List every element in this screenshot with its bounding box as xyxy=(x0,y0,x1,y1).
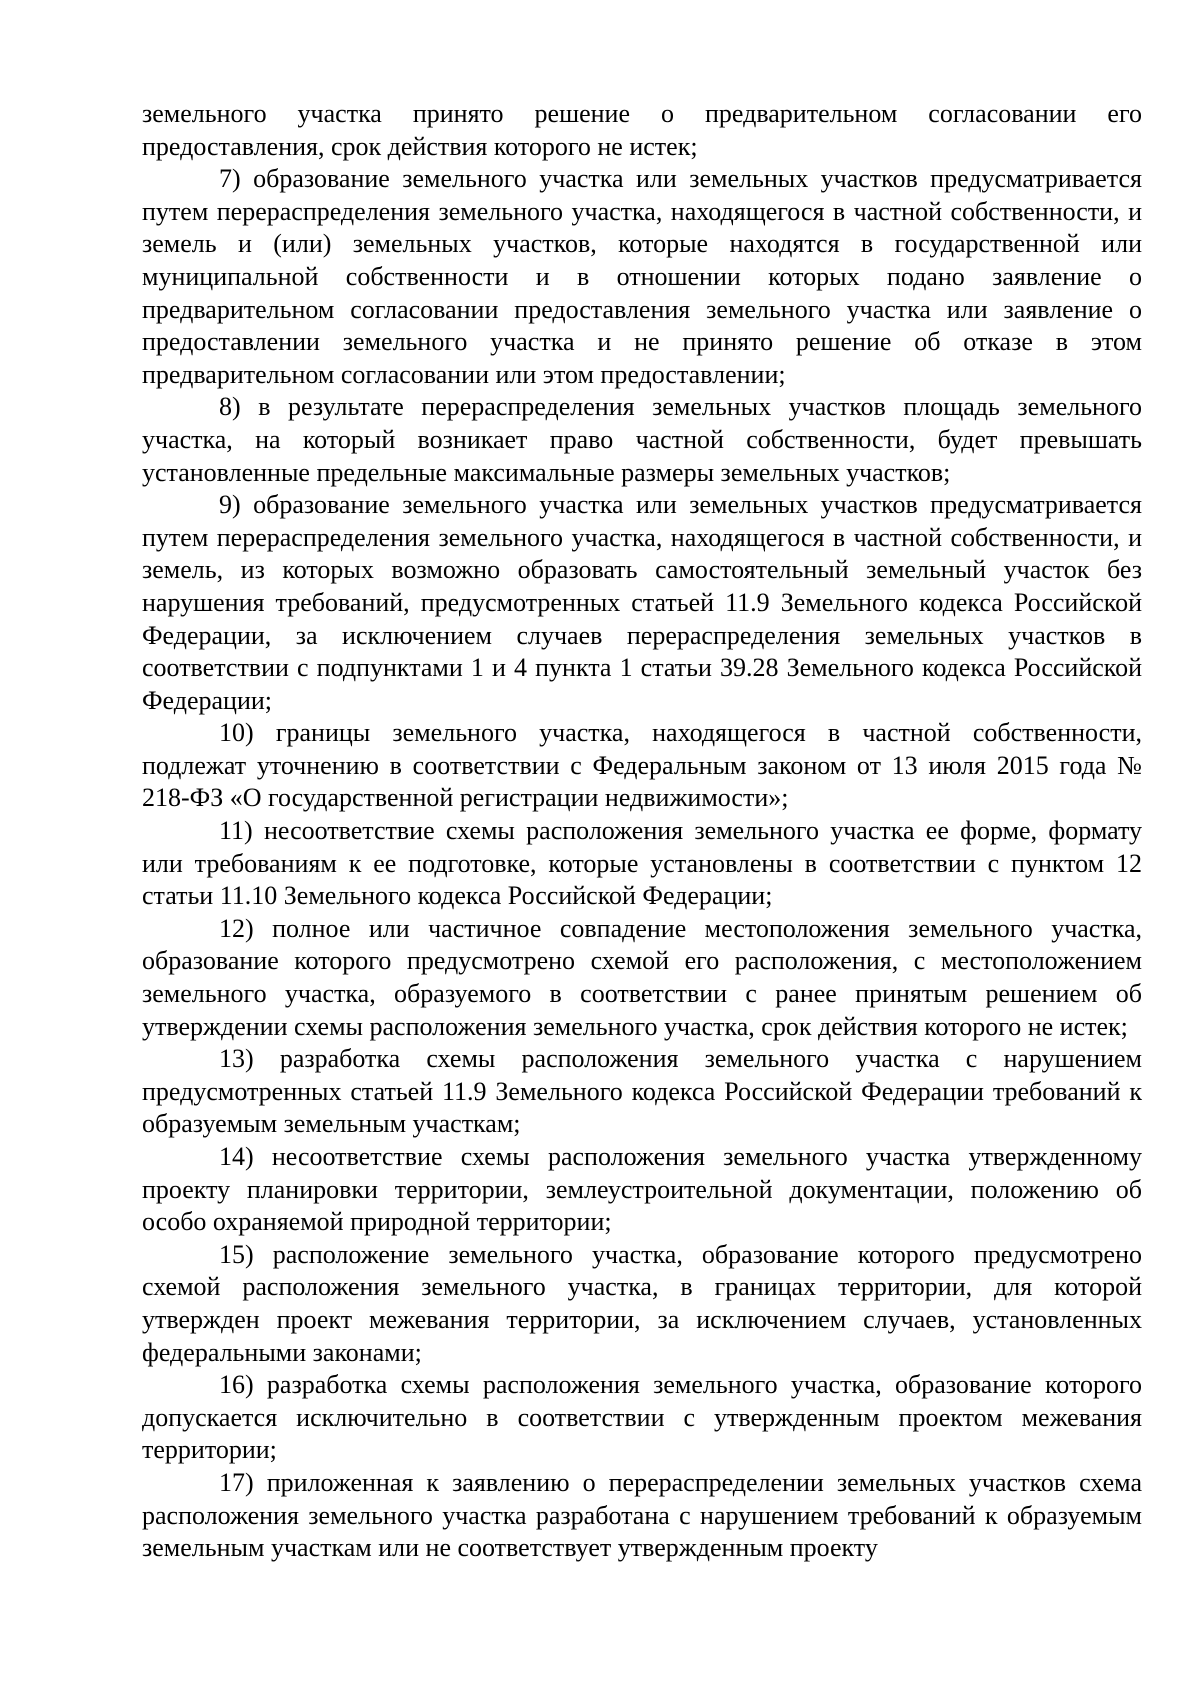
paragraph-item-14: 14) несоответствие схемы расположения земельного участка утвержденному проекту планировки территории, землеустроительной документации, положению об особо охраняемой природной территории; xyxy=(142,1142,1142,1237)
paragraph-item-15: 15) расположение земельного участка, образование которого предусмотрено схемой расположения земельного участка, в границах территории, для которой утвержден проект межевания территории, за исключением случаев, установленных федеральными законами; xyxy=(142,1239,1142,1367)
paragraph-item-9: 9) образование земельного участка или земельных участков предусматривается путем перераспределения земельного участка, находящегося в частной собственности, и земель, из которых возможно образовать самостоятельный земельный участок без нарушения требований, предусмотренных статьей 11.9 Земельного кодекса Российской Федерации, за исключением случаев перераспределения земельных участков в соответствии с подпунктами 1 и 4 пункта 1 статьи 39.28 Земельного кодекса Российской Федерации; xyxy=(142,490,1142,715)
paragraph-continuation: земельного участка принято решение о предварительном согласовании его предоставления, срок действия которого не истек; xyxy=(142,99,1142,161)
paragraph-item-12: 12) полное или частичное совпадение местоположения земельного участка, образование которого предусмотрено схемой его расположения, с местоположением земельного участка, образуемого в соответствии с ранее принятым решением об утверждении схемы расположения земельного участка, срок действия которого не истек; xyxy=(142,913,1142,1041)
paragraph-item-10: 10) границы земельного участка, находящегося в частной собственности, подлежат уточнению в соответствии с Федеральным законом от 13 июля 2015 года № 218-ФЗ «О государственной регистрации недвижимости»; xyxy=(142,718,1142,813)
paragraph-item-13: 13) разработка схемы расположения земельного участка с нарушением предусмотренных статьей 11.9 Земельного кодекса Российской Федерации требований к образуемым земельным участкам; xyxy=(142,1044,1142,1139)
document-page xyxy=(142,98,1142,1565)
paragraph-item-8: 8) в результате перераспределения земельных участков площадь земельного участка, на который возникает право частной собственности, будет превышать установленные предельные максимальные размеры земельных участков; xyxy=(142,392,1142,487)
paragraph-item-17: 17) приложенная к заявлению о перераспределении земельных участков схема расположения земельного участка разработана с нарушением требований к образуемым земельным участкам или не соответствует утвержденным проекту xyxy=(142,1467,1142,1563)
paragraph-item-11: 11) несоответствие схемы расположения земельного участка ее форме, формату или требованиям к ее подготовке, которые установлены в соответствии с пунктом 12 статьи 11.10 Земельного кодекса Российской Федерации; xyxy=(142,816,1142,911)
paragraph-item-16: 16) разработка схемы расположения земельного участка, образование которого допускается исключительно в соответствии с утвержденным проектом межевания территории; xyxy=(142,1370,1142,1465)
paragraph-item-7: 7) образование земельного участка или земельных участков предусматривается путем перераспределения земельного участка, находящегося в частной собственности, и земель и (или) земельных участков, которые находятся в государственной или муниципальной собственности и в отношении которых подано заявление о предварительном согласовании предоставления земельного участка или заявление о предоставлении земельного участка и не принято решение об отказе в этом предварительном согласовании или этом предоставлении; xyxy=(142,164,1142,389)
